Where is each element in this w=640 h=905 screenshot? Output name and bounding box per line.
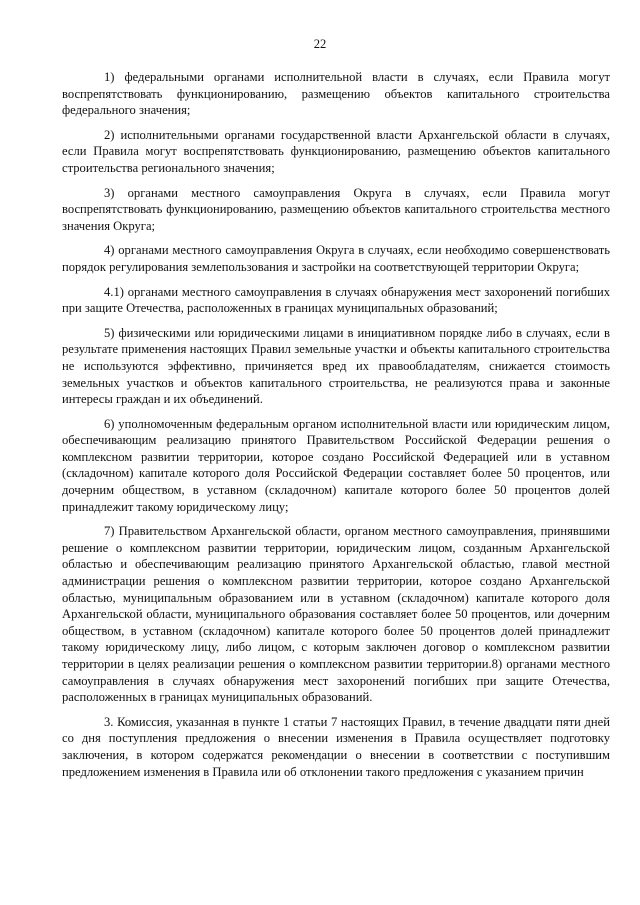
- paragraph-item-3: 3) органами местного самоуправления Округа в случаях, если Правила могут воспрепятствовать функционированию, размещению объектов капитального строительства местного значения Округа;: [62, 185, 610, 233]
- page-number: 22: [313, 37, 327, 51]
- document-body: [62, 69, 610, 788]
- paragraph-item-4: 4) органами местного самоуправления Округа в случаях, если необходимо совершенствовать порядок регулирования землепользования и застройки на соответствующей территории Округа;: [62, 243, 610, 274]
- paragraph-section-3: 3. Комиссия, указанная в пункте 1 статьи 7 настоящих Правил, в течение двадцати пяти дней со дня поступления предложения о внесении изменения в Правила осуществляет подготовку заключения, в котором содержатся рекомендации о внесении в соответствии с поступившим предложением изменения в Правила или об отклонении такого предложения с указанием причин: [62, 714, 610, 779]
- paragraph-item-4-1: 4.1) органами местного самоуправления в случаях обнаружения мест захоронений погибших при защите Отечества, расположенных в границах муниципальных образований;: [62, 284, 610, 316]
- paragraph-item-6: 6) уполномоченным федеральным органом исполнительной власти или юридическим лицом, обеспечивающим реализацию принятого Правительством Российской Федерации решения о комплексном развитии территории, которое создано Российской Федерацией или в уставном (складочном) капитале которого доля Российской Федерации составляет более 50 процентов, или дочерним обществом, в уставном (складочном) капитале которого более 50 процентов долей принадлежит такому юридическому лицу;: [62, 416, 610, 514]
- paragraph-item-2: 2) исполнительными органами государственной власти Архангельской области в случаях, если Правила могут воспрепятствовать функционированию, размещению объектов капитального строительства регионального значения;: [62, 127, 610, 175]
- paragraph-item-7: 7) Правительством Архангельской области, органом местного самоуправления, принявшими решение о комплексном развитии территории, юридическим лицом, созданным Архангельской областью и обеспечивающим реализацию принятого Архангельской областью, главой местной администрации решения о комплексном развитии территории, которое создано Архангельской областью, муниципальным образованием или в уставном (складочном) капитале которого доля Архангельской области, муниципального образования составляет более 50 процентов, или дочерним обществом, в уставном (складочном) капитале которого более 50 процентов долей принадлежит такому юридическому лицу, либо лицом, с которым заключен договор о комплексном развитии территории в целях реализации решения о комплексном развитии территории.8) органами местного самоуправления в случаях обнаружения мест захоронений погибших при защите Отечества, расположенных в границах муниципальных образований.: [62, 524, 610, 705]
- paragraph-item-1: 1) федеральными органами исполнительной власти в случаях, если Правила могут воспрепятствовать функционированию, размещению объектов капитального строительства федерального значения;: [62, 70, 610, 118]
- paragraph-item-5: 5) физическими или юридическими лицами в инициативном порядке либо в случаях, если в результате применения настоящих Правил земельные участки и объекты капитального строительства не используются эффективно, причиняется вред их правообладателям, снижается стоимость земельных участков и объектов капитального строительства, не реализуются права и законные интересы граждан и их объединений.: [62, 325, 610, 407]
